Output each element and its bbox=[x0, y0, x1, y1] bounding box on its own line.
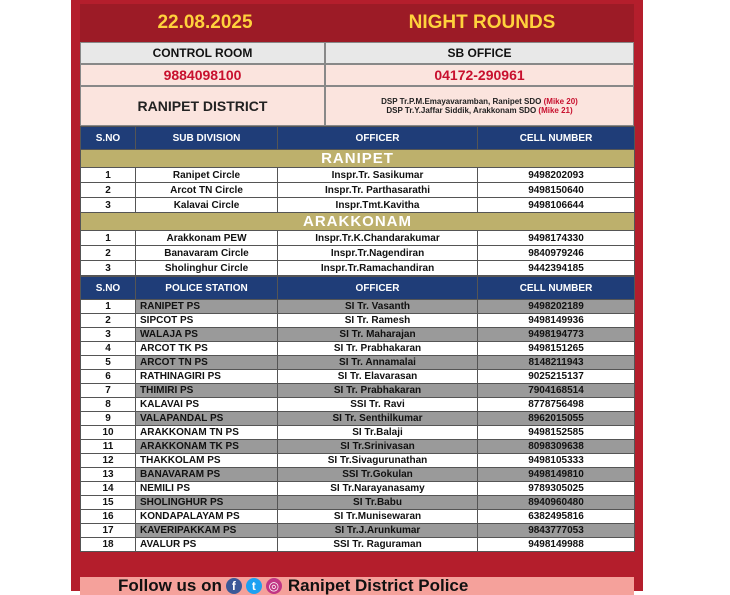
dsp-1-mike: (Mike 20) bbox=[543, 97, 578, 106]
row-officer: Inspr.Tmt.Kavitha bbox=[278, 198, 478, 213]
row-unit: Arakkonam PEW bbox=[136, 231, 278, 246]
row-officer: SI Tr. Senthilkumar bbox=[278, 412, 478, 426]
row-officer: SI Tr.Srinivasan bbox=[278, 440, 478, 454]
row-no: 1 bbox=[81, 300, 136, 314]
dsp-line-1 bbox=[381, 97, 578, 106]
row-station: KALAVAI PS bbox=[136, 398, 278, 412]
row-cell: 9843777053 bbox=[478, 524, 635, 538]
section-title: ARAKKONAM bbox=[81, 213, 635, 231]
table-row bbox=[81, 496, 635, 510]
row-officer: SI Tr. Ramesh bbox=[278, 314, 478, 328]
row-cell: 9840979246 bbox=[478, 246, 635, 261]
row-no: 10 bbox=[81, 426, 136, 440]
twitter-icon[interactable]: t bbox=[246, 578, 262, 594]
row-no: 9 bbox=[81, 412, 136, 426]
row-station: NEMILI PS bbox=[136, 482, 278, 496]
table-row bbox=[81, 300, 635, 314]
row-officer: Inspr.Tr.K.Chandarakumar bbox=[278, 231, 478, 246]
table-row bbox=[81, 168, 635, 183]
col-officer: OFFICER bbox=[278, 277, 478, 300]
dsp-2-mike: (Mike 21) bbox=[538, 106, 573, 115]
col-cell-number: CELL NUMBER bbox=[478, 277, 635, 300]
row-cell: 7904168514 bbox=[478, 384, 635, 398]
row-station: KONDAPALAYAM PS bbox=[136, 510, 278, 524]
table-row bbox=[81, 183, 635, 198]
dsp-2-name: DSP Tr.Y.Jaffar Siddik, Arakkonam SDO bbox=[386, 106, 537, 115]
section-ranipet bbox=[81, 150, 635, 168]
row-cell: 9498149988 bbox=[478, 538, 635, 552]
row-cell: 8962015055 bbox=[478, 412, 635, 426]
control-room-phone: 9884098100 bbox=[80, 64, 325, 86]
row-cell: 8778756498 bbox=[478, 398, 635, 412]
row-no: 3 bbox=[81, 328, 136, 342]
row-no: 1 bbox=[81, 231, 136, 246]
row-officer: Inspr.Tr. Parthasarathi bbox=[278, 183, 478, 198]
row-cell: 9498174330 bbox=[478, 231, 635, 246]
row-station: BANAVARAM PS bbox=[136, 468, 278, 482]
sb-office-phone: 04172-290961 bbox=[325, 64, 634, 86]
table-row bbox=[81, 328, 635, 342]
row-no: 5 bbox=[81, 356, 136, 370]
ps-header-row bbox=[81, 277, 635, 300]
row-officer: SI Tr.Balaji bbox=[278, 426, 478, 440]
row-officer: Inspr.Tr.Ramachandiran bbox=[278, 261, 478, 276]
row-station: ARAKKONAM TK PS bbox=[136, 440, 278, 454]
facebook-icon[interactable]: f bbox=[226, 578, 242, 594]
row-unit: Sholinghur Circle bbox=[136, 261, 278, 276]
row-cell: 9498152585 bbox=[478, 426, 635, 440]
table-row bbox=[81, 370, 635, 384]
table-row bbox=[81, 454, 635, 468]
row-cell: 9498150640 bbox=[478, 183, 635, 198]
row-officer: SI Tr. Elavarasan bbox=[278, 370, 478, 384]
report-date: 22.08.2025 bbox=[157, 12, 253, 33]
table-row bbox=[81, 510, 635, 524]
row-cell: 9025215137 bbox=[478, 370, 635, 384]
row-unit: Banavaram Circle bbox=[136, 246, 278, 261]
report-title: NIGHT ROUNDS bbox=[408, 12, 556, 33]
table-row bbox=[81, 412, 635, 426]
dsp-line-2 bbox=[386, 106, 572, 115]
row-officer: SI Tr. Prabhakaran bbox=[278, 342, 478, 356]
table-row bbox=[81, 468, 635, 482]
row-no: 8 bbox=[81, 398, 136, 412]
row-no: 3 bbox=[81, 198, 136, 213]
row-cell: 9498149936 bbox=[478, 314, 635, 328]
footer-band bbox=[80, 577, 634, 595]
row-no: 11 bbox=[81, 440, 136, 454]
row-no: 3 bbox=[81, 261, 136, 276]
contact-info-grid bbox=[80, 42, 634, 126]
row-unit: Arcot TN Circle bbox=[136, 183, 278, 198]
section-arakkonam bbox=[81, 213, 635, 231]
row-officer: SSI Tr. Ravi bbox=[278, 398, 478, 412]
row-unit: Kalavai Circle bbox=[136, 198, 278, 213]
section-title: RANIPET bbox=[81, 150, 635, 168]
night-rounds-sheet bbox=[71, 0, 643, 595]
row-cell: 8148211943 bbox=[478, 356, 635, 370]
row-station: VALAPANDAL PS bbox=[136, 412, 278, 426]
row-officer: SI Tr.Munisewaran bbox=[278, 510, 478, 524]
row-cell: 9498151265 bbox=[478, 342, 635, 356]
row-officer: SI Tr.Sivagurunathan bbox=[278, 454, 478, 468]
row-no: 7 bbox=[81, 384, 136, 398]
row-station: THAKKOLAM PS bbox=[136, 454, 278, 468]
row-officer: SI Tr. Maharajan bbox=[278, 328, 478, 342]
header-band bbox=[80, 4, 634, 42]
row-cell: 6382495816 bbox=[478, 510, 635, 524]
row-station: AVALUR PS bbox=[136, 538, 278, 552]
row-officer: Inspr.Tr. Sasikumar bbox=[278, 168, 478, 183]
dsp-1-name: DSP Tr.P.M.Emayavaramban, Ranipet SDO bbox=[381, 97, 542, 106]
table-row bbox=[81, 246, 635, 261]
row-no: 18 bbox=[81, 538, 136, 552]
row-cell: 9498149810 bbox=[478, 468, 635, 482]
row-cell: 9498202189 bbox=[478, 300, 635, 314]
row-cell: 9498202093 bbox=[478, 168, 635, 183]
table-row bbox=[81, 261, 635, 276]
table-row bbox=[81, 538, 635, 552]
row-cell: 9789305025 bbox=[478, 482, 635, 496]
row-officer: Inspr.Tr.Nagendiran bbox=[278, 246, 478, 261]
table-row bbox=[81, 482, 635, 496]
row-no: 1 bbox=[81, 168, 136, 183]
table-row bbox=[81, 356, 635, 370]
footer-page-name: Ranipet District Police bbox=[287, 577, 469, 595]
col-sub-division: SUB DIVISION bbox=[136, 127, 278, 150]
row-station: RATHINAGIRI PS bbox=[136, 370, 278, 384]
table-row bbox=[81, 342, 635, 356]
row-cell: 9442394185 bbox=[478, 261, 635, 276]
sheet-inner bbox=[80, 4, 634, 595]
table-row bbox=[81, 426, 635, 440]
row-no: 12 bbox=[81, 454, 136, 468]
col-officer: OFFICER bbox=[278, 127, 478, 150]
row-unit: Ranipet Circle bbox=[136, 168, 278, 183]
row-officer: SI Tr.Narayanasamy bbox=[278, 482, 478, 496]
row-officer: SI Tr.J.Arunkumar bbox=[278, 524, 478, 538]
instagram-icon[interactable]: ◎ bbox=[266, 578, 282, 594]
row-station: KAVERIPAKKAM PS bbox=[136, 524, 278, 538]
table-row bbox=[81, 314, 635, 328]
sb-office-label: SB OFFICE bbox=[325, 42, 634, 64]
row-no: 4 bbox=[81, 342, 136, 356]
table-row bbox=[81, 231, 635, 246]
table-row bbox=[81, 384, 635, 398]
district-name: RANIPET DISTRICT bbox=[80, 86, 325, 126]
row-no: 13 bbox=[81, 468, 136, 482]
col-sno: S.NO bbox=[81, 277, 136, 300]
col-cell-number: CELL NUMBER bbox=[478, 127, 635, 150]
row-station: ARAKKONAM TN PS bbox=[136, 426, 278, 440]
dsp-list bbox=[325, 86, 634, 126]
row-no: 17 bbox=[81, 524, 136, 538]
row-station: ARCOT TN PS bbox=[136, 356, 278, 370]
row-officer: SI Tr. Annamalai bbox=[278, 356, 478, 370]
row-station: SIPCOT PS bbox=[136, 314, 278, 328]
col-sno: S.NO bbox=[81, 127, 136, 150]
control-room-label: CONTROL ROOM bbox=[80, 42, 325, 64]
footer-follow-text: Follow us on bbox=[118, 577, 222, 595]
subdivision-table bbox=[80, 126, 635, 276]
row-no: 2 bbox=[81, 246, 136, 261]
subdivision-header-row bbox=[81, 127, 635, 150]
table-row bbox=[81, 524, 635, 538]
row-no: 2 bbox=[81, 314, 136, 328]
row-cell: 9498194773 bbox=[478, 328, 635, 342]
row-officer: SSI Tr.Gokulan bbox=[278, 468, 478, 482]
row-officer: SI Tr. Vasanth bbox=[278, 300, 478, 314]
row-no: 15 bbox=[81, 496, 136, 510]
table-row bbox=[81, 198, 635, 213]
row-cell: 8940960480 bbox=[478, 496, 635, 510]
ps-body bbox=[81, 300, 635, 552]
row-officer: SI Tr. Prabhakaran bbox=[278, 384, 478, 398]
row-no: 14 bbox=[81, 482, 136, 496]
row-station: RANIPET PS bbox=[136, 300, 278, 314]
row-officer: SI Tr.Babu bbox=[278, 496, 478, 510]
row-station: ARCOT TK PS bbox=[136, 342, 278, 356]
table-row bbox=[81, 440, 635, 454]
table-row bbox=[81, 398, 635, 412]
row-station: SHOLINGHUR PS bbox=[136, 496, 278, 510]
police-station-table bbox=[80, 276, 635, 552]
row-cell: 9498106644 bbox=[478, 198, 635, 213]
row-station: WALAJA PS bbox=[136, 328, 278, 342]
row-station: THIMIRI PS bbox=[136, 384, 278, 398]
row-cell: 9498105333 bbox=[478, 454, 635, 468]
row-no: 2 bbox=[81, 183, 136, 198]
row-officer: SSI Tr. Raguraman bbox=[278, 538, 478, 552]
row-cell: 8098309638 bbox=[478, 440, 635, 454]
col-police-station: POLICE STATION bbox=[136, 277, 278, 300]
row-no: 6 bbox=[81, 370, 136, 384]
row-no: 16 bbox=[81, 510, 136, 524]
